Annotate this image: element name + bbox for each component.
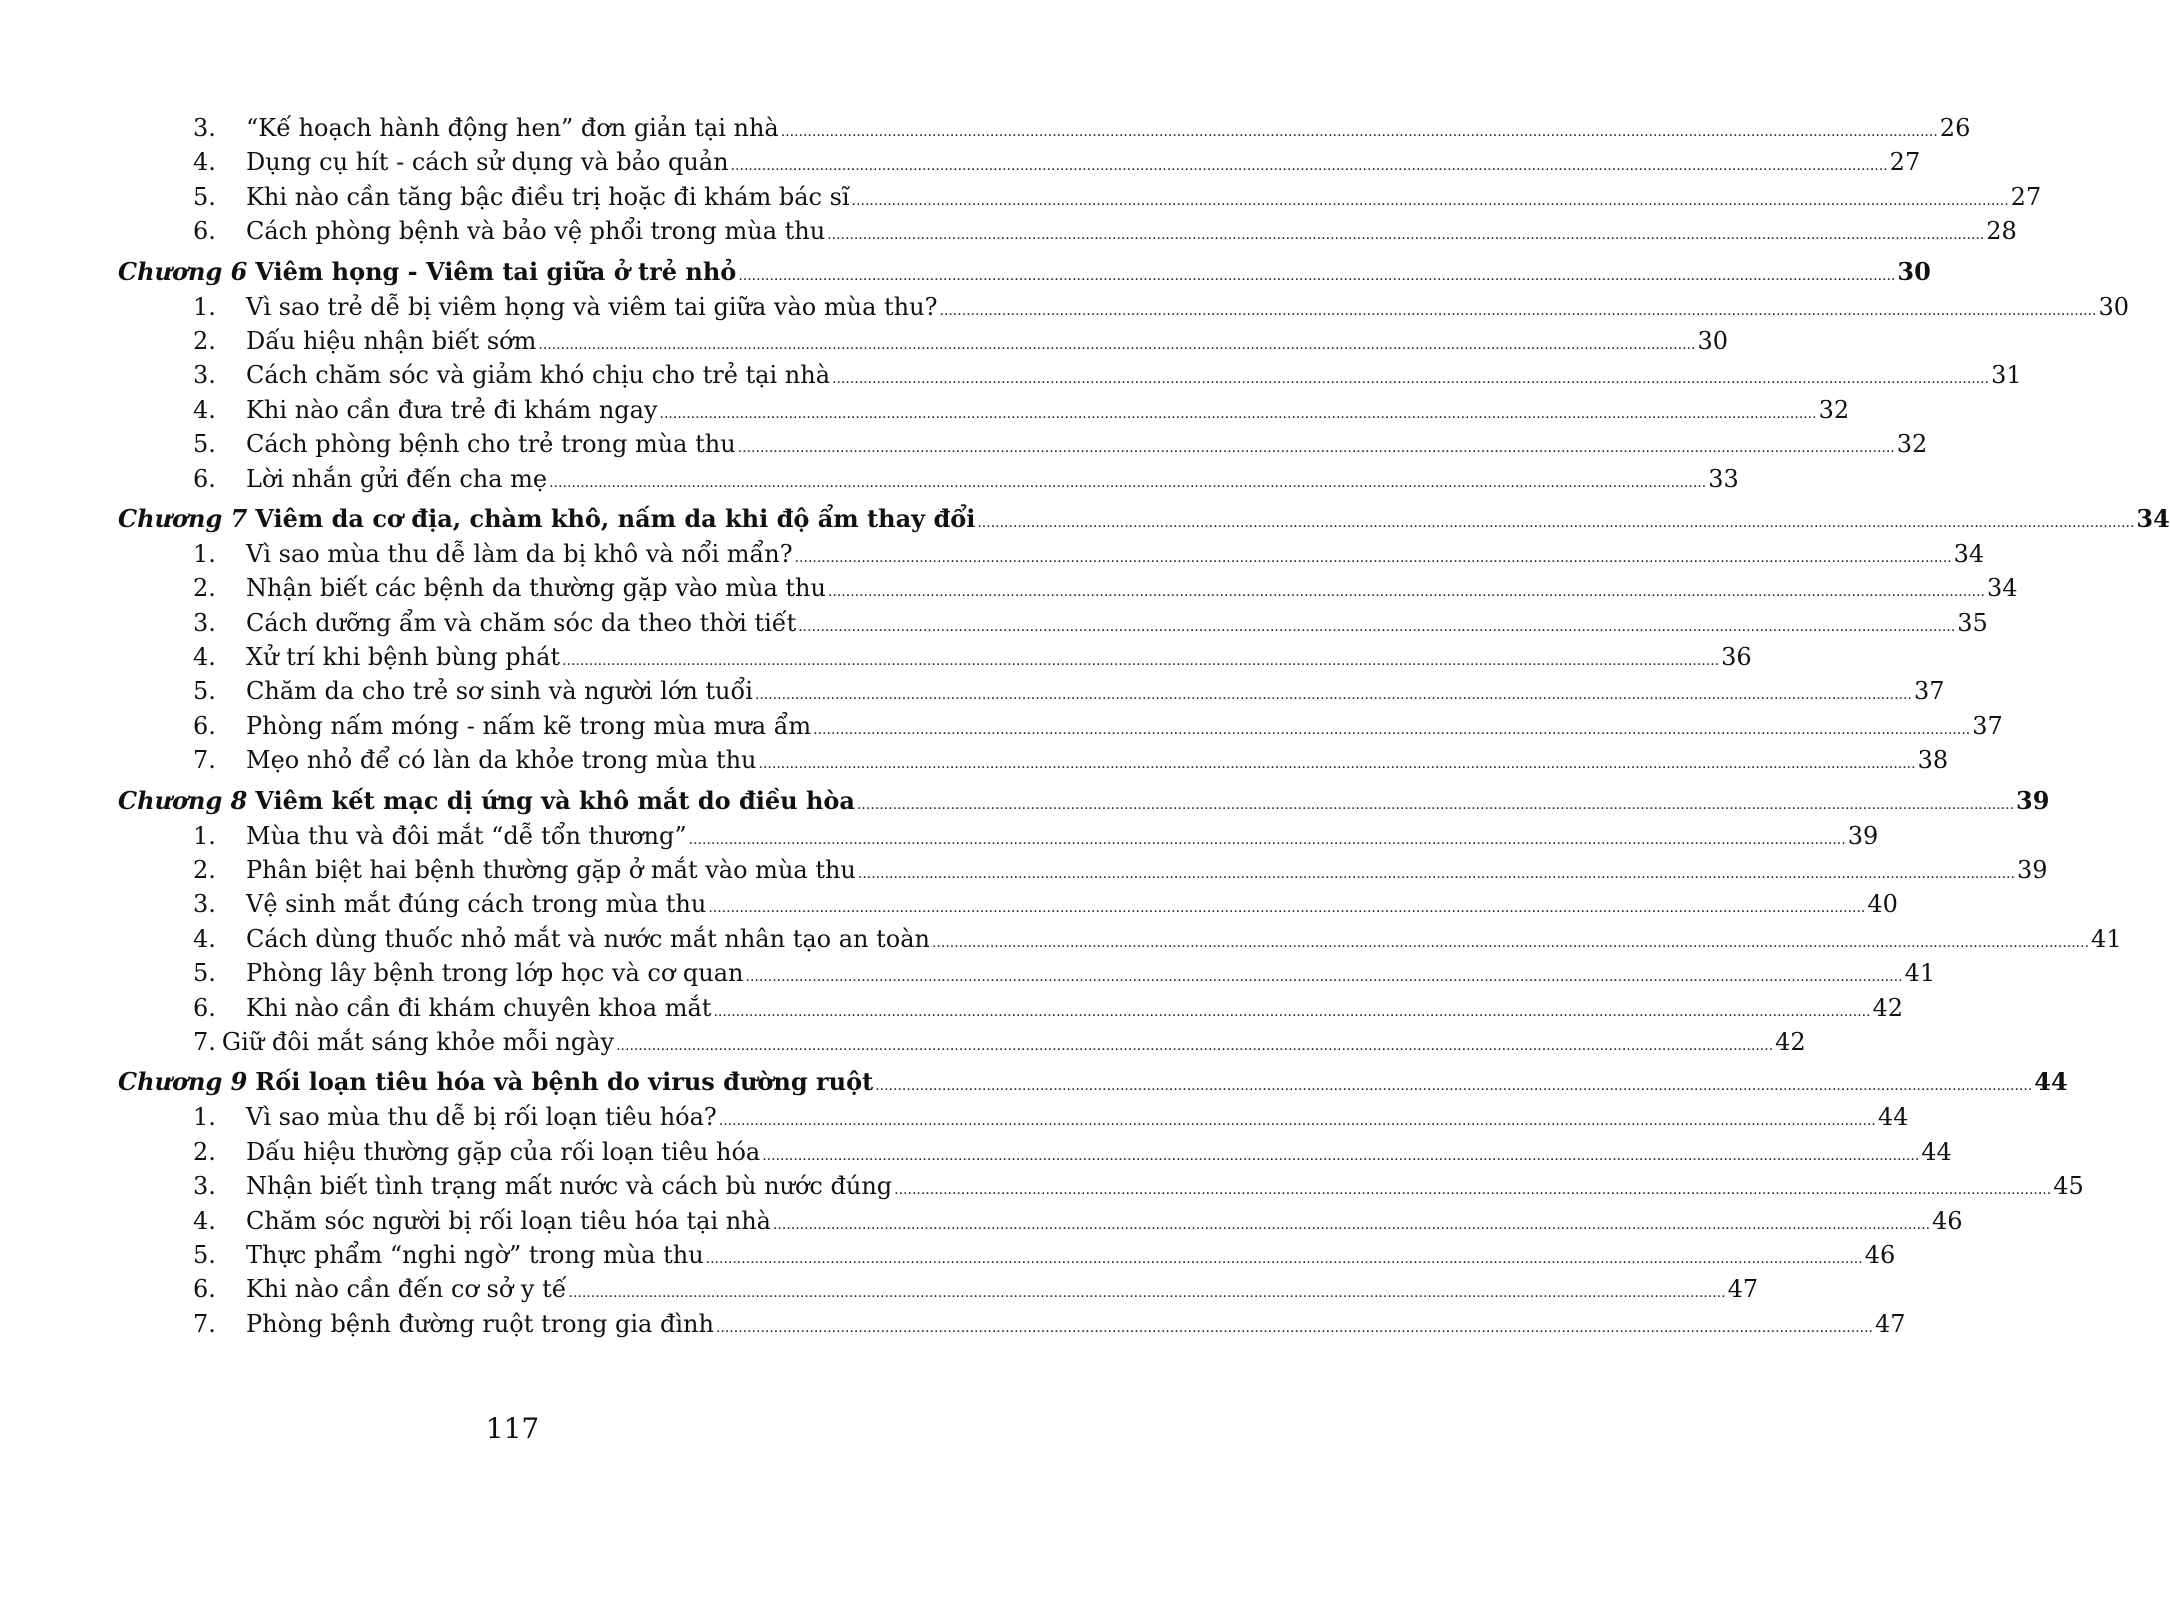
entry-title: Chăm sóc người bị rối loạn tiêu hóa tại nhà [246, 1206, 771, 1235]
page-ref: 27 [2010, 182, 2042, 211]
toc-entry[interactable] [118, 887, 1898, 921]
toc-entry[interactable] [118, 1204, 1963, 1238]
page-ref: 37 [1913, 677, 1945, 706]
entry-title: Nhận biết tình trạng mất nước và cách bù nước đúng [246, 1172, 893, 1201]
toc-entry[interactable] [118, 819, 1879, 853]
dot-leader [858, 857, 2015, 891]
entry-number: 7. [193, 1309, 216, 1338]
toc-entry[interactable] [118, 324, 1728, 358]
entry-number: 4. [193, 643, 216, 672]
dot-leader [827, 218, 1984, 252]
chapter-title: Viêm da cơ địa, chàm khô, nấm da khi độ ẩm thay đổi [255, 503, 976, 533]
dot-leader [549, 466, 1706, 500]
dot-leader [832, 362, 1989, 396]
entry-title: Phân biệt hai bệnh thường gặp ở mắt vào mùa thu [246, 856, 856, 885]
toc-entry[interactable] [118, 145, 1921, 179]
entry-title: Cách dưỡng ẩm và chăm sóc da theo thời tiết [246, 608, 797, 637]
dot-leader [762, 1139, 1919, 1173]
toc-entry[interactable] [118, 956, 1936, 990]
entry-title: Dấu hiệu thường gặp của rối loạn tiêu hóa [246, 1137, 761, 1166]
page-ref: 36 [1721, 643, 1752, 672]
chapter-label: Chương 9 [118, 1067, 248, 1097]
chapter-title: Viêm họng - Viêm tai giữa ở trẻ nhỏ [255, 256, 737, 286]
table-of-contents [118, 111, 2170, 1341]
toc-entry[interactable] [118, 214, 2017, 248]
dot-leader [738, 431, 1895, 465]
entry-number: 4. [193, 148, 216, 177]
page-ref: 38 [1917, 746, 1949, 775]
entry-title: Cách phòng bệnh và bảo vệ phổi trong mùa thu [246, 217, 826, 246]
entry-number: 2. [193, 856, 216, 885]
toc-chapter-heading[interactable] [118, 1063, 2068, 1100]
entry-number: 1. [193, 539, 216, 568]
page-ref: 27 [1889, 148, 1921, 177]
toc-entry[interactable] [118, 571, 2018, 605]
page-ref: 34 [2136, 503, 2170, 533]
entry-number: 5. [193, 677, 216, 706]
dot-leader [731, 149, 1888, 183]
entry-number: 3. [193, 608, 216, 637]
dot-leader [932, 926, 2089, 960]
dot-leader [798, 610, 1955, 644]
page-ref: 45 [2053, 1172, 2084, 1201]
entry-number: 5. [193, 1240, 216, 1269]
toc-entry[interactable] [118, 290, 2130, 324]
entry-number: 5. [193, 182, 216, 211]
dot-leader [852, 184, 2009, 218]
toc-entry[interactable] [118, 537, 1985, 571]
entry-title: Vì sao mùa thu dễ bị rối loạn tiêu hóa? [246, 1103, 717, 1132]
page-ref: 39 [2016, 856, 2048, 885]
entry-title: Khi nào cần tăng bậc điều trị hoặc đi khám bác sĩ [246, 182, 850, 211]
page-ref: 32 [1896, 430, 1928, 459]
entry-title: Cách dùng thuốc nhỏ mắt và nước mắt nhân tạo an toàn [246, 924, 930, 953]
page-ref: 46 [1932, 1206, 1963, 1235]
page-ref: 28 [1986, 217, 2017, 246]
entry-number: 4. [193, 1206, 216, 1235]
entry-number: 3. [193, 114, 216, 142]
dot-leader [660, 397, 1817, 431]
entry-title: Cách chăm sóc và giảm khó chịu cho trẻ tại nhà [246, 361, 831, 390]
entry-number: 4. [193, 924, 216, 953]
entry-number: 5. [193, 959, 216, 988]
entry-title: Mùa thu và đôi mắt “dễ tổn thương” [246, 821, 687, 850]
chapter-title: Viêm kết mạc dị ứng và khô mắt do điều hòa [255, 785, 855, 815]
toc-chapter-heading[interactable] [118, 253, 1931, 290]
page-ref: 44 [1877, 1103, 1909, 1132]
dot-leader [894, 1173, 2051, 1207]
toc-entry[interactable] [118, 1272, 1759, 1306]
dot-leader [939, 294, 2096, 328]
dot-leader [562, 644, 1719, 678]
entry-number: 6. [193, 711, 216, 740]
entry-title: Khi nào cần đưa trẻ đi khám ngay [246, 395, 658, 424]
dot-leader [713, 995, 1870, 1029]
toc-entry[interactable] [118, 922, 2122, 956]
entry-title: Phòng lây bệnh trong lớp học và cơ quan [246, 959, 744, 988]
toc-entry[interactable] [118, 393, 1850, 427]
toc-entry[interactable] [118, 674, 1945, 708]
page-number: 117 [485, 1412, 540, 1445]
entry-number: 6. [193, 993, 216, 1022]
dot-leader [795, 541, 1952, 575]
dot-leader [708, 891, 1865, 925]
dot-leader [773, 1208, 1930, 1242]
dot-leader [689, 823, 1846, 857]
toc-chapter-heading[interactable] [118, 782, 2050, 819]
entry-title: Nhận biết các bệnh da thường gặp vào mùa thu [246, 574, 826, 603]
toc-entry[interactable] [118, 1135, 1952, 1169]
page-ref: 42 [1775, 1027, 1806, 1056]
toc-entry[interactable] [118, 462, 1739, 496]
page-ref: 42 [1872, 993, 1904, 1022]
page-ref: 39 [2016, 785, 2050, 815]
toc-entry[interactable] [118, 1025, 1806, 1059]
page-ref: 41 [2091, 924, 2122, 953]
toc-entry[interactable] [118, 640, 1752, 674]
page-ref: 41 [1904, 959, 1936, 988]
entry-title: Mẹo nhỏ để có làn da khỏe trong mùa thu [246, 746, 757, 775]
toc-entry[interactable] [118, 709, 2003, 743]
page-ref: 37 [1972, 711, 2003, 740]
dot-leader [716, 1311, 1873, 1345]
dot-leader [538, 328, 1695, 362]
entry-title: Chăm da cho trẻ sơ sinh và người lớn tuổi [246, 677, 753, 706]
entry-title: Thực phẩm “nghi ngờ” trong mùa thu [246, 1240, 704, 1269]
entry-number: 1. [193, 1103, 216, 1132]
entry-number: 3. [193, 890, 216, 919]
page-ref: 46 [1864, 1240, 1896, 1269]
toc-entry[interactable] [118, 111, 1971, 145]
entry-number: 2. [193, 1137, 216, 1166]
dot-leader [875, 1068, 2032, 1105]
toc-entry[interactable] [118, 1238, 1896, 1272]
entry-title: Vì sao trẻ dễ bị viêm họng và viêm tai giữa vào mùa thu? [246, 292, 938, 321]
toc-entry[interactable] [118, 853, 2048, 887]
entry-title: Khi nào cần đến cơ sở y tế [246, 1275, 567, 1304]
dot-leader [828, 575, 1985, 609]
dot-leader [813, 713, 1970, 747]
page-ref: 33 [1708, 464, 1739, 493]
dot-leader [755, 678, 1912, 712]
dot-leader [569, 1276, 1726, 1310]
page-ref: 26 [1939, 114, 1971, 142]
dot-leader [706, 1242, 1863, 1276]
entry-number: 1. [193, 821, 216, 850]
entry-number: 7. [193, 746, 216, 775]
entry-number: 6. [193, 1275, 216, 1304]
chapter-title: Rối loạn tiêu hóa và bệnh do virus đường ruột [255, 1067, 874, 1097]
entry-title: Phòng bệnh đường ruột trong gia đình [246, 1309, 714, 1338]
toc-entry[interactable] [118, 991, 1904, 1025]
entry-title: Vệ sinh mắt đúng cách trong mùa thu [246, 890, 707, 919]
dot-leader [857, 787, 2014, 824]
toc-entry[interactable] [118, 1169, 2084, 1203]
toc-entry[interactable] [118, 1307, 1906, 1341]
entry-number: 2. [193, 574, 216, 603]
entry-title: Giữ đôi mắt sáng khỏe mỗi ngày [221, 1027, 615, 1056]
page-ref: 34 [1953, 539, 1985, 568]
page-ref: 44 [1921, 1137, 1952, 1166]
entry-number: 7. [193, 1027, 216, 1056]
page-ref: 47 [1875, 1309, 1906, 1338]
page-ref: 35 [1957, 608, 1988, 637]
entry-number: 4. [193, 395, 216, 424]
dot-leader [746, 960, 1903, 994]
page-ref: 32 [1818, 395, 1850, 424]
page-ref: 47 [1727, 1275, 1759, 1304]
toc-entry[interactable] [118, 743, 1949, 777]
page-ref: 34 [1987, 574, 2018, 603]
entry-title: Xử trí khi bệnh bùng phát [246, 643, 561, 672]
page-ref: 31 [1991, 361, 2022, 390]
toc-entry[interactable] [118, 427, 1928, 461]
dot-leader [719, 1104, 1876, 1138]
entry-title: Phòng nấm móng - nấm kẽ trong mùa mưa ẩm [246, 711, 812, 740]
entry-title: Lời nhắn gửi đến cha mẹ [246, 464, 548, 493]
entry-title: Dụng cụ hít - cách sử dụng và bảo quản [246, 148, 729, 177]
dot-leader [781, 115, 1938, 149]
entry-title: “Kế hoạch hành động hen” đơn giản tại nhà [246, 114, 779, 142]
entry-number: 2. [193, 326, 216, 355]
entry-title: Dấu hiệu nhận biết sớm [246, 326, 537, 355]
entry-title: Vì sao mùa thu dễ làm da bị khô và nổi mẩn? [246, 539, 793, 568]
toc-chapter-heading[interactable] [118, 500, 2170, 537]
entry-title: Khi nào cần đi khám chuyên khoa mắt [246, 993, 712, 1022]
page-ref: 30 [1697, 326, 1728, 355]
toc-entry[interactable] [118, 1100, 1909, 1134]
page-ref: 39 [1847, 821, 1879, 850]
page-ref: 40 [1867, 890, 1898, 919]
entry-number: 3. [193, 1172, 216, 1201]
entry-title: Cách phòng bệnh cho trẻ trong mùa thu [246, 430, 736, 459]
dot-leader [616, 1029, 1773, 1063]
entry-number: 5. [193, 430, 216, 459]
dot-leader [759, 747, 1916, 781]
chapter-label: Chương 7 [118, 503, 248, 533]
toc-entry[interactable] [118, 358, 2022, 392]
entry-number: 6. [193, 217, 216, 246]
page-ref: 30 [1897, 256, 1931, 286]
toc-entry[interactable] [118, 606, 1988, 640]
chapter-label: Chương 8 [118, 785, 248, 815]
page-ref: 44 [2034, 1067, 2068, 1097]
entry-number: 3. [193, 361, 216, 390]
entry-number: 1. [193, 292, 216, 321]
toc-entry[interactable] [118, 180, 2042, 214]
chapter-label: Chương 6 [118, 256, 248, 286]
entry-number: 6. [193, 464, 216, 493]
page-ref: 30 [2098, 292, 2130, 321]
